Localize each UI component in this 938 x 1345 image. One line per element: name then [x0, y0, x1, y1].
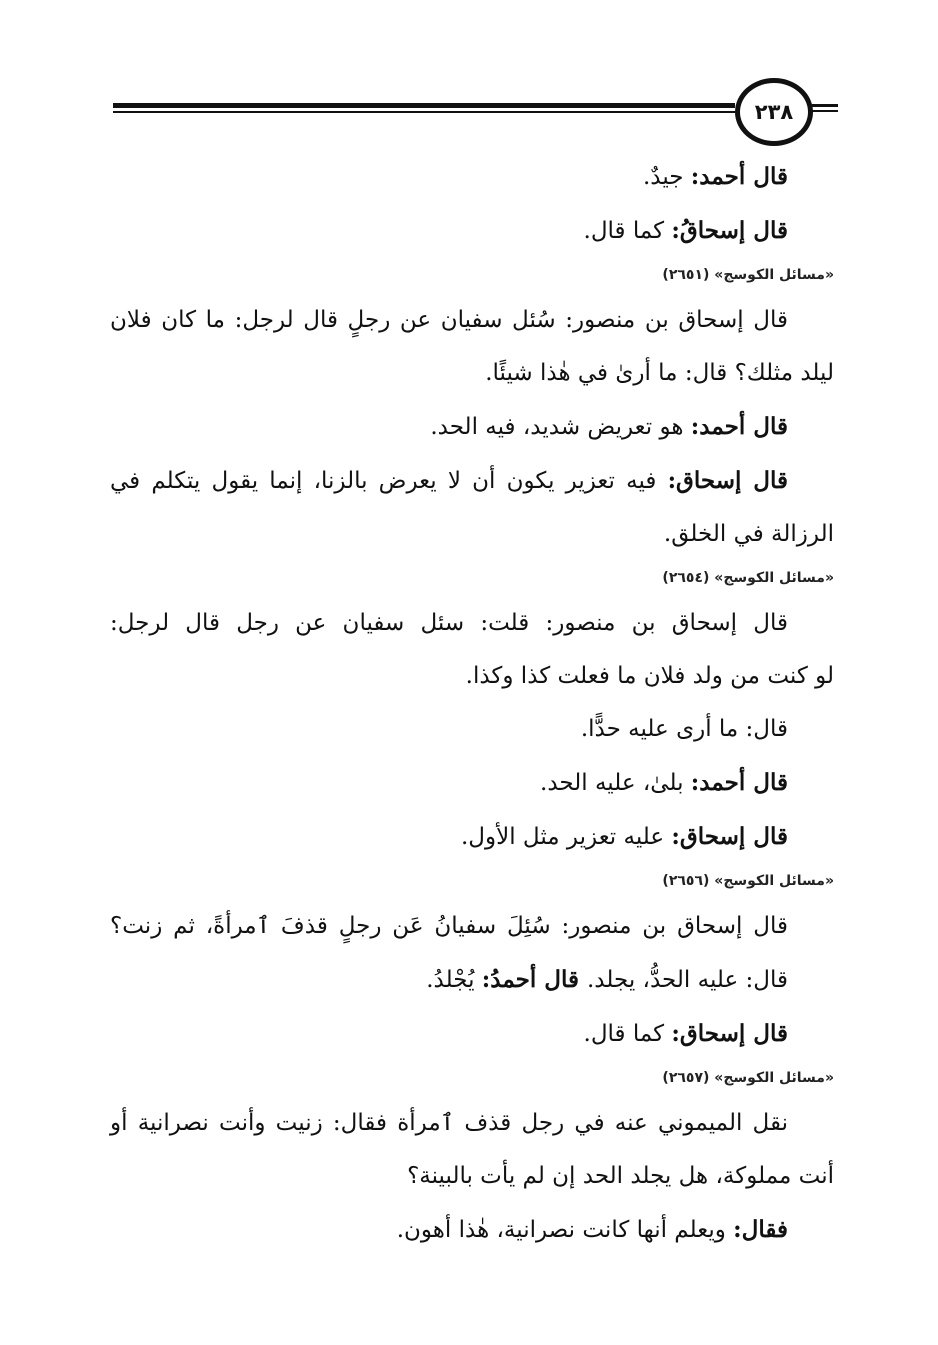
speaker-label: قال أحمدُ:: [481, 966, 587, 993]
line-text: ليلد مثلك؟ قال: ما أرىٰ في هٰذا شيئًا.: [485, 360, 834, 386]
source-reference: «مسائل الكوسج» (٢٦٥٧): [662, 1070, 834, 1086]
line-text: نقل الميموني عنه في رجل قذف ٱمرأة فقال: زنيت وأنت نصرانية أو: [110, 1110, 788, 1136]
text-line: [110, 1150, 834, 1203]
speaker-label: فقال:: [733, 1216, 788, 1243]
header-rule-thick: [113, 103, 735, 108]
line-text: بلىٰ، عليه الحد.: [540, 770, 691, 796]
text-line: [110, 1097, 834, 1150]
text-line: [110, 1007, 834, 1061]
source-reference: «مسائل الكوسج» (٢٦٥٦): [662, 873, 834, 889]
header-rule-right-thin: [812, 110, 838, 112]
text-line: [110, 703, 834, 756]
line-text: قال: عليه الحدُّ، يجلد.: [587, 967, 788, 993]
speaker-label: قال أحمد:: [690, 413, 788, 440]
text-line: [110, 650, 834, 703]
line-text: يُجْلدُ.: [426, 967, 482, 993]
line-text: قال إسحاق بن منصور: سُئل سفيان عن رجلٍ قال لرجل: ما كان فلان: [110, 307, 788, 333]
source-reference: «مسائل الكوسج» (٢٦٥٤): [662, 570, 834, 586]
speaker-label: قال إسحاق:: [667, 467, 789, 494]
text-line: [110, 454, 834, 508]
line-text: ويعلم أنها كانت نصرانية، هٰذا أهون.: [396, 1217, 734, 1243]
text-line: [110, 756, 834, 810]
text-line: [110, 400, 834, 454]
page-body: [110, 150, 834, 1257]
text-line: [110, 953, 834, 1007]
page-number: ٢٣٨: [754, 100, 794, 124]
line-text: الرزالة في الخلق.: [663, 521, 834, 547]
line-text: أنت مملوكة، هل يجلد الحد إن لم يأت بالبينة؟: [407, 1163, 834, 1189]
text-line: [110, 810, 834, 864]
text-line: [110, 1203, 834, 1257]
line-text: هو تعريض شديد، فيه الحد.: [430, 414, 691, 440]
text-line: [110, 508, 834, 561]
line-text: قال إسحاق بن منصور: سُئِلَ سفيانُ عَن رجلٍ قذفَ ٱمرأةً، ثم زنت؟: [110, 913, 788, 939]
page-number-badge: [735, 78, 813, 146]
text-line: [110, 294, 834, 347]
page-header: [0, 0, 938, 150]
line-text: لو كنت من ولد فلان ما فعلت كذا وكذا.: [465, 663, 834, 689]
text-line: [110, 347, 834, 400]
speaker-label: قال إسحاق:: [671, 823, 788, 850]
line-text: قال إسحاق بن منصور: قلت: سئل سفيان عن رجل قال لرجل:: [110, 610, 788, 636]
line-text: كما قال.: [583, 218, 672, 244]
header-rule-thin: [113, 111, 735, 113]
speaker-label: قال إسحاق:: [671, 1020, 788, 1047]
header-rule-right: [812, 104, 838, 107]
text-line: [110, 597, 834, 650]
source-reference: «مسائل الكوسج» (٢٦٥١): [662, 267, 834, 283]
line-text: فيه تعزير يكون أن لا يعرض بالزنا، إنما يقول يتكلم في: [110, 468, 668, 494]
line-text: قال: ما أرى عليه حدًّا.: [580, 716, 788, 742]
line-text: عليه تعزير مثل الأول.: [460, 824, 672, 850]
line-text: كما قال.: [583, 1021, 672, 1047]
speaker-label: قال أحمد:: [690, 163, 788, 190]
speaker-label: قال إسحاقُ:: [671, 217, 788, 244]
line-text: جيدٌ.: [642, 164, 691, 190]
text-line: [110, 150, 834, 204]
speaker-label: قال أحمد:: [690, 769, 788, 796]
text-line: [110, 900, 834, 953]
text-line: [110, 204, 834, 258]
